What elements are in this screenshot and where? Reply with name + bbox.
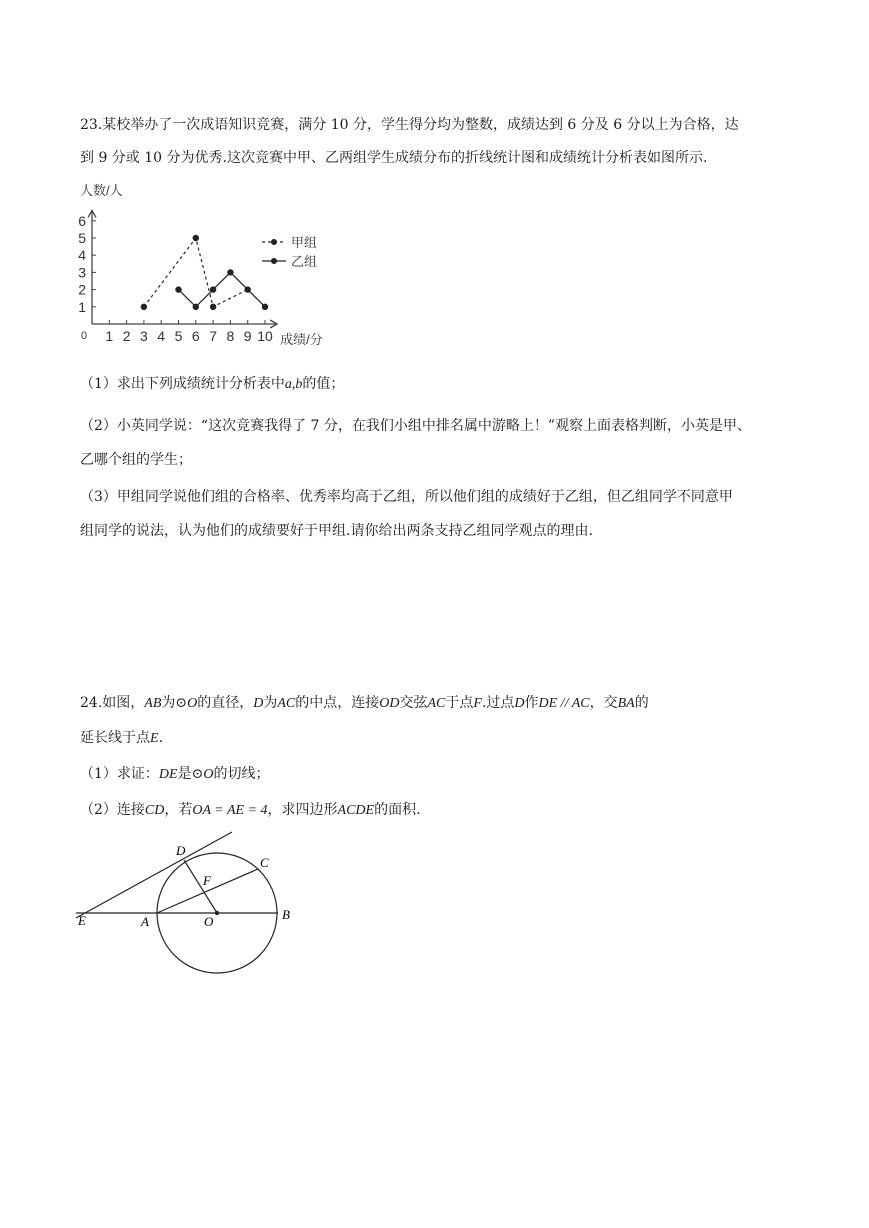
label-C: C [260,855,269,870]
x-tick-label: 8 [226,328,235,344]
q24-text: 作 [524,695,539,711]
legend-label-2: 乙组 [291,254,318,269]
q23-sub1-pre: （1）求出下列成绩统计分析表中 [80,376,285,392]
x-tick-label: 9 [243,328,252,344]
q24-text: （1）求证： [80,766,159,782]
y-axis-label: 人数/人 [80,183,123,198]
y-tick-label: 6 [78,212,86,229]
series-2-point [227,269,233,275]
q24-math-OD: OD [379,696,400,711]
q24-text: 24.如图， [80,695,145,711]
circle-tangent-figure [70,825,310,985]
label-F: F [203,873,211,888]
q24-text: .过点 [481,695,515,711]
q24-text: ，交 [589,695,618,711]
label-E: E [78,913,86,928]
x-tick-label: 2 [122,328,131,344]
q24-math-equation: OA = AE = 4 [192,803,268,818]
q24-math-DE: DE [158,767,178,782]
origin-label: 0 [81,330,88,342]
q24-text: （2）连接 [80,802,145,818]
series-2-point [262,304,268,310]
q24-math-D: D [253,696,264,711]
q23-line-2: 到 9 分或 10 分为优秀.这次竞赛中甲、乙两组学生成绩分布的折线统计图和成绩统计分析表如图所示. [80,150,708,166]
q24-text: 的切线； [213,766,270,782]
q24-text: ，求四边形 [267,802,338,818]
legend-label-1: 甲组 [291,235,318,250]
x-axis-label: 成绩/分 [280,332,323,347]
q24-line-2 [80,727,163,747]
series-1-point [141,304,147,310]
q24-math-AC: AC [277,696,296,711]
q23-sub1-post: 的值； [302,376,345,392]
x-tick-label: 6 [191,328,200,344]
series-1-point [210,304,216,310]
q24-text: 是⊙ [177,766,204,782]
center-point-O [215,911,219,915]
q24-sub2 [80,799,421,819]
q23-sub1 [80,373,344,393]
legend-marker-1 [271,239,277,245]
q24-text: ，若 [164,802,193,818]
q24-math-DE-parallel-AC: DE // AC [538,696,590,711]
q23-sub1-var: a,b [284,377,303,392]
q23-sub2-line-1: （2）小英同学说：“这次竞赛我得了 7 分，在我们小组中排名属中游略上！”观察上面表格判断，小英是甲、 [80,418,752,434]
label-B: B [282,907,290,922]
q24-text: 的中点，连接 [295,695,380,711]
series-2-point [210,286,216,292]
x-tick-label: 10 [257,328,273,344]
q24-math-BA: BA [617,696,635,711]
y-tick-label: 4 [78,247,86,264]
x-tick-label: 1 [105,328,114,344]
x-tick-label: 7 [209,328,217,344]
x-tick-label: 4 [157,328,166,344]
legend-marker-2 [271,258,277,264]
q24-math-E: E [150,731,159,746]
q24-math-D: D [514,696,525,711]
series-1-point [193,235,199,241]
q24-text: . [158,730,164,746]
q24-text: 为⊙ [161,695,188,711]
y-tick-label: 5 [78,230,86,246]
q23-sub3-line-2: 组同学的说法，认为他们的成绩要好于甲组.请你给出两条支持乙组同学观点的理由. [80,523,593,539]
q24-line-1 [80,692,649,712]
q23-sub3-line-1: （3）甲组同学说他们组的合格率、优秀率均高于乙组，所以他们组的成绩好于乙组，但乙组同学不同意甲 [80,489,733,505]
q24-text: 的 [634,695,649,711]
q24-text: 的面积. [374,802,421,818]
line-chart [70,180,370,350]
series-line-2 [179,272,266,306]
x-tick-label: 5 [174,328,183,344]
series-2-point [193,304,199,310]
y-tick-label: 2 [78,281,86,298]
q24-text: 的直径， [197,695,254,711]
q24-math-ACDE: ACDE [337,803,375,818]
q24-math-AB: AB [144,696,162,711]
q24-math-O: O [187,696,198,711]
x-tick-label: 3 [140,328,148,344]
label-A: A [141,914,149,929]
q23-sub2-line-2: 乙哪个组的学生； [80,452,192,468]
q24-math-O: O [203,767,214,782]
q24-math-F: F [473,696,482,711]
label-D: D [176,843,186,858]
q24-math-AC: AC [427,696,446,711]
label-O: O [204,914,214,929]
q24-text: 延长线于点 [80,730,150,746]
segment-OD [184,860,217,913]
q24-math-CD: CD [144,803,165,818]
series-2-point [175,286,181,292]
q24-sub1 [80,763,269,783]
q24-text: 为 [263,695,278,711]
y-tick-label: 3 [78,264,86,281]
y-tick-label: 1 [78,298,86,315]
q24-text: 于点 [445,695,474,711]
q23-line-1: 23.某校举办了一次成语知识竞赛，满分 10 分，学生得分均为整数，成绩达到 6 分及 6 分以上为合格，达 [80,117,739,133]
q24-text: 交弦 [399,695,428,711]
